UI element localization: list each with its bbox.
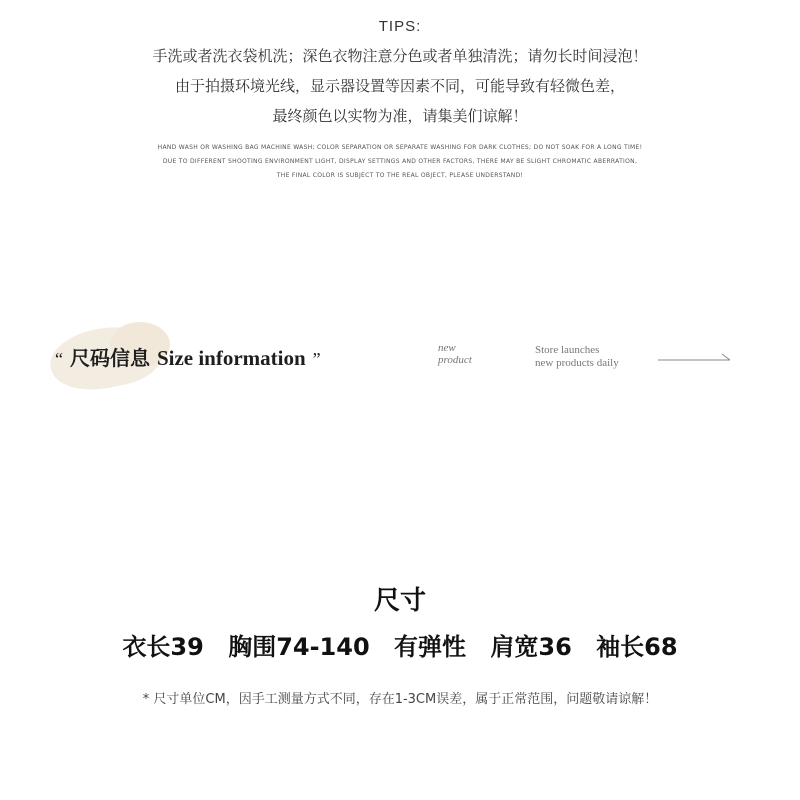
open-quote: “	[55, 349, 63, 369]
size-value-shoulder: 肩宽36	[490, 633, 572, 661]
size-info-title-en: Size information	[156, 346, 306, 370]
size-value-elastic: 有弹性	[394, 633, 467, 661]
tips-title: TIPS:	[378, 18, 422, 35]
store-launch-label	[535, 344, 619, 370]
arrow-right-icon	[658, 352, 732, 364]
tips-line-2: 由于拍摄环境光线，显示器设置等因素不同，可能导致有轻微色差，	[174, 77, 625, 95]
tips-en-line-3: THE FINAL COLOR IS SUBJECT TO THE REAL OBJECT, PLEASE UNDERSTAND!	[276, 172, 524, 179]
store-launch-line-2: new products daily	[535, 357, 619, 369]
size-heading: 尺寸	[373, 586, 426, 616]
size-value-sleeve: 袖长68	[596, 633, 678, 661]
store-launch-line-1: Store launches	[535, 344, 600, 356]
tips-en-line-1: HAND WASH OR WASHING BAG MACHINE WASH; COLOR SEPARATION OR SEPARATE WASHING FOR DARK CLOTHES; DO NOT SOAK FOR A LONG TIME!	[157, 144, 643, 151]
tips-english	[0, 141, 800, 183]
new-product-line-2: product	[438, 354, 472, 366]
tips-section	[0, 18, 800, 183]
size-info-title	[55, 342, 321, 371]
size-section	[0, 580, 800, 662]
size-info-banner	[0, 320, 800, 400]
tips-en-line-2: DUE TO DIFFERENT SHOOTING ENVIRONMENT LIGHT, DISPLAY SETTINGS AND OTHER FACTORS, THERE MAY BE SLIGHT CHROMATIC ABERRATION,	[162, 158, 638, 165]
new-product-label	[438, 342, 472, 366]
tips-line-3: 最终颜色以实物为准，请集美们谅解！	[272, 107, 528, 125]
close-quote: ”	[312, 349, 321, 369]
size-value-chest: 胸围74-140	[228, 633, 370, 661]
new-product-line-1: new	[438, 342, 456, 354]
measurement-note: * 尺寸单位CM，因手工测量方式不同，存在1-3CM误差，属于正常范围，问题敬请谅解！	[142, 692, 658, 707]
size-value-length: 衣长39	[122, 633, 204, 661]
tips-line-1: 手洗或者洗衣袋机洗；深色衣物注意分色或者单独清洗；请勿长时间浸泡！	[152, 47, 648, 65]
size-info-title-cn: 尺码信息	[69, 346, 150, 370]
size-values	[0, 627, 800, 662]
